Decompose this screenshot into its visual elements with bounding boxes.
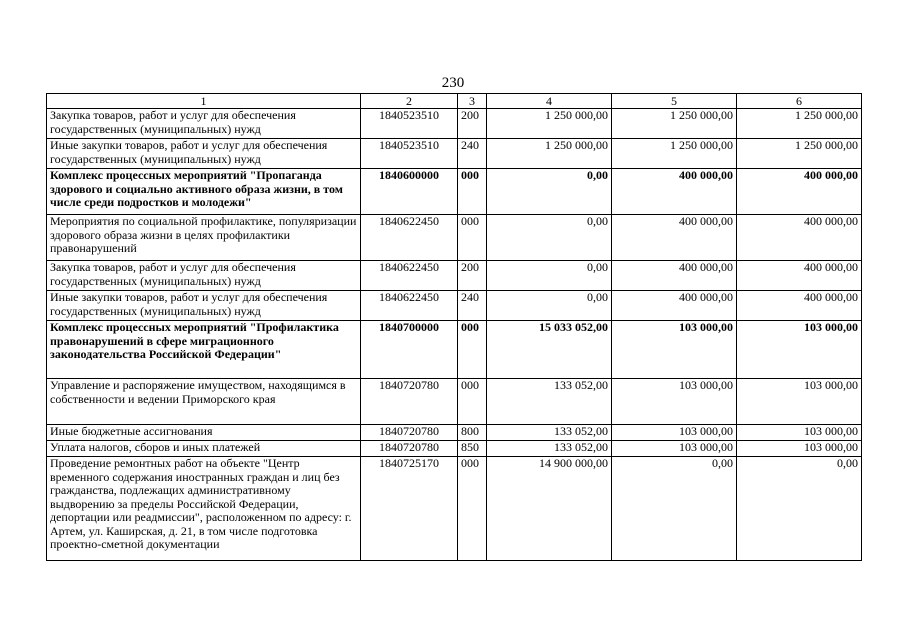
row-vr-cell: 000 (458, 321, 487, 379)
row-vr-cell: 240 (458, 139, 487, 169)
table-row (47, 291, 862, 321)
row-code-cell: 1840622450 (361, 291, 458, 321)
row-code-cell: 1840725170 (361, 457, 458, 561)
row-value-col4: 133 052,00 (487, 441, 612, 457)
budget-table (46, 93, 862, 561)
row-vr-cell: 240 (458, 291, 487, 321)
row-value-col4: 1 250 000,00 (487, 139, 612, 169)
row-value-col5: 103 000,00 (612, 379, 737, 425)
row-vr-cell: 200 (458, 109, 487, 139)
row-name-cell: Уплата налогов, сборов и иных платежей (47, 441, 361, 457)
row-value-col4: 0,00 (487, 215, 612, 261)
row-value-col5: 400 000,00 (612, 169, 737, 215)
row-value-col6: 103 000,00 (737, 441, 862, 457)
row-vr-cell: 200 (458, 261, 487, 291)
row-value-col6: 103 000,00 (737, 425, 862, 441)
row-value-col5: 103 000,00 (612, 321, 737, 379)
row-code-cell: 1840700000 (361, 321, 458, 379)
table-row (47, 425, 862, 441)
row-value-col4: 14 900 000,00 (487, 457, 612, 561)
header-col-4: 4 (487, 94, 612, 109)
table-row (47, 379, 862, 425)
row-name-cell: Иные закупки товаров, работ и услуг для обеспечения государственных (муниципальных) нужд (47, 139, 361, 169)
row-value-col4: 0,00 (487, 169, 612, 215)
row-code-cell: 1840523510 (361, 139, 458, 169)
table-row (47, 139, 862, 169)
table-row (47, 215, 862, 261)
row-value-col6: 400 000,00 (737, 169, 862, 215)
row-value-col5: 400 000,00 (612, 215, 737, 261)
row-value-col5: 1 250 000,00 (612, 109, 737, 139)
row-code-cell: 1840622450 (361, 215, 458, 261)
page-number: 230 (441, 75, 465, 91)
row-value-col5: 0,00 (612, 457, 737, 561)
row-vr-cell: 000 (458, 215, 487, 261)
row-value-col5: 103 000,00 (612, 425, 737, 441)
row-value-col5: 1 250 000,00 (612, 139, 737, 169)
row-value-col4: 0,00 (487, 291, 612, 321)
row-vr-cell: 000 (458, 457, 487, 561)
row-code-cell: 1840622450 (361, 261, 458, 291)
table-row (47, 109, 862, 139)
row-vr-cell: 000 (458, 169, 487, 215)
header-col-1: 1 (47, 94, 361, 109)
row-value-col4: 133 052,00 (487, 425, 612, 441)
row-value-col6: 400 000,00 (737, 291, 862, 321)
row-code-cell: 1840720780 (361, 379, 458, 425)
row-name-cell: Комплекс процессных мероприятий "Профилактика правонарушений в сфере миграционного законодательства Российской Федерации" (47, 321, 361, 379)
row-name-cell: Управление и распоряжение имуществом, находящимся в собственности и ведении Приморского края (47, 379, 361, 425)
table-row (47, 169, 862, 215)
row-value-col4: 15 033 052,00 (487, 321, 612, 379)
header-col-3: 3 (458, 94, 487, 109)
header-col-2: 2 (361, 94, 458, 109)
table-row (47, 321, 862, 379)
row-value-col6: 400 000,00 (737, 261, 862, 291)
row-vr-cell: 800 (458, 425, 487, 441)
row-value-col5: 400 000,00 (612, 291, 737, 321)
row-name-cell: Закупка товаров, работ и услуг для обеспечения государственных (муниципальных) нужд (47, 261, 361, 291)
row-value-col4: 1 250 000,00 (487, 109, 612, 139)
row-vr-cell: 000 (458, 379, 487, 425)
table-body (47, 109, 862, 561)
table-row (47, 441, 862, 457)
row-code-cell: 1840720780 (361, 425, 458, 441)
row-value-col6: 0,00 (737, 457, 862, 561)
header-col-5: 5 (612, 94, 737, 109)
row-vr-cell: 850 (458, 441, 487, 457)
row-code-cell: 1840600000 (361, 169, 458, 215)
table-header-row (47, 94, 862, 109)
row-value-col4: 133 052,00 (487, 379, 612, 425)
row-value-col5: 400 000,00 (612, 261, 737, 291)
table-row (47, 261, 862, 291)
row-name-cell: Иные закупки товаров, работ и услуг для обеспечения государственных (муниципальных) нужд (47, 291, 361, 321)
table-row (47, 457, 862, 561)
header-col-6: 6 (737, 94, 862, 109)
row-name-cell: Мероприятия по социальной профилактике, популяризации здорового образа жизни в целях профилактики правонарушений (47, 215, 361, 261)
row-value-col6: 1 250 000,00 (737, 139, 862, 169)
row-name-cell: Проведение ремонтных работ на объекте "Центр временного содержания иностранных граждан и лиц без гражданства, подлежащих административному выдворению за пределы Российской Федерации, депортации или реадмиссии", расположенном по адресу: г. Артем, ул. Каширская, д. 21, в том числе подготовка проектно-сметной документации (47, 457, 361, 561)
row-value-col6: 103 000,00 (737, 379, 862, 425)
row-name-cell: Закупка товаров, работ и услуг для обеспечения государственных (муниципальных) нужд (47, 109, 361, 139)
row-value-col6: 103 000,00 (737, 321, 862, 379)
row-name-cell: Комплекс процессных мероприятий "Пропаганда здорового и социально активного образа жизни, в том числе среди подростков и молодежи" (47, 169, 361, 215)
row-value-col6: 1 250 000,00 (737, 109, 862, 139)
row-value-col4: 0,00 (487, 261, 612, 291)
row-code-cell: 1840523510 (361, 109, 458, 139)
row-value-col5: 103 000,00 (612, 441, 737, 457)
row-name-cell: Иные бюджетные ассигнования (47, 425, 361, 441)
row-value-col6: 400 000,00 (737, 215, 862, 261)
row-code-cell: 1840720780 (361, 441, 458, 457)
